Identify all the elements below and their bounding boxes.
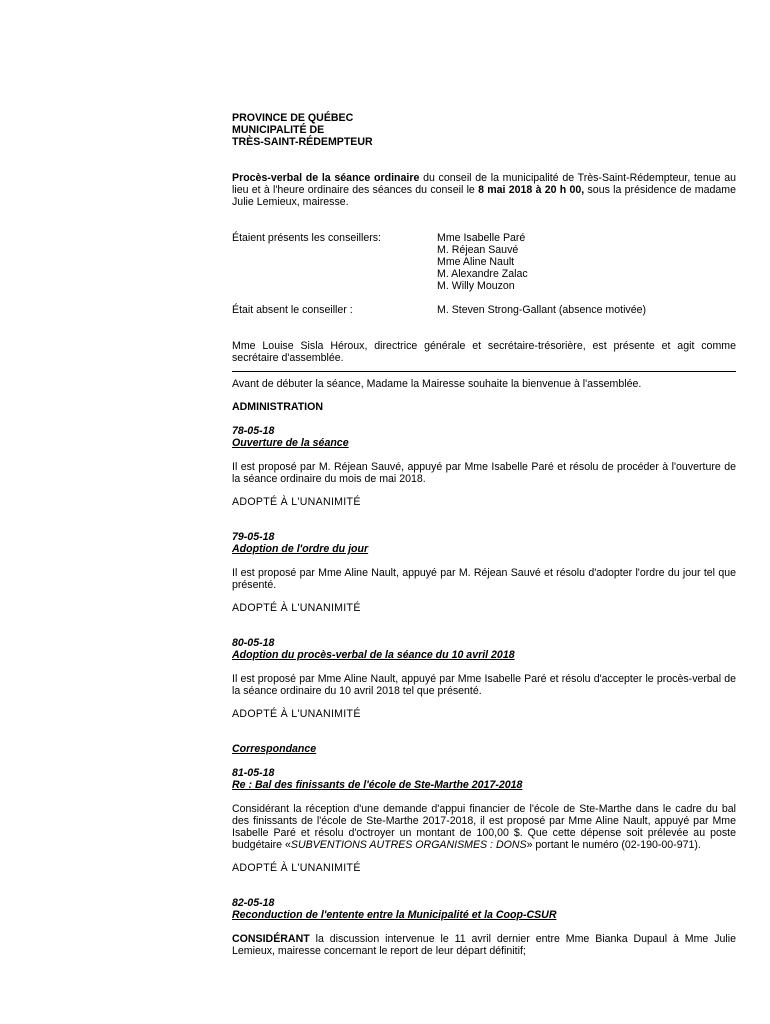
section-administration: ADMINISTRATION [232,401,324,413]
resolution-body-text-end: » portant le numéro (02-190-00-971). [526,839,701,851]
divider [232,371,736,372]
present-item: Mme Aline Nault [437,256,515,268]
resolution-body: Il est proposé par M. Réjean Sauvé, appuyé par Mme Isabelle Paré et résolu de procéder à l'ouverture de la séance ordinaire du mois de mai 2018. [232,461,736,485]
resolution-81-05-18 [232,767,736,874]
resolution-title: Re : Bal des finissants de l'école de Ste-Marthe 2017-2018 [232,779,523,791]
present-label: Étaient présents les conseillers: [232,232,381,244]
resolution-body-text: la discussion intervenue le 11 avril dernier entre Mme Bianka Dupaul à Mme Julie Lemieux, mairesse concernant le report de leur départ définitif; [232,933,736,957]
document-header [232,112,736,148]
header-province: PROVINCE DE QUÉBEC [232,112,354,124]
resolution-body: Il est proposé par Mme Aline Nault, appuyé par Mme Isabelle Paré et résolu d'accepter le procès-verbal de la séance ordinaire du 10 avril 2018 tel que présenté. [232,673,736,697]
present-item: M. Willy Mouzon [437,280,515,292]
adopted-statement: ADOPTÉ À L'UNANIMITÉ [232,708,361,720]
resolution-body: Il est proposé par Mme Aline Nault, appuyé par M. Réjean Sauvé et résolu d'adopter l'ordre du jour tel que présenté. [232,567,736,591]
resolution-number: 80-05-18 [232,637,275,649]
present-item: M. Alexandre Zalac [437,268,528,280]
resolution-body [232,803,736,851]
intro-paragraph [232,172,736,208]
resolution-number: 79-05-18 [232,531,275,543]
secretary-paragraph: Mme Louise Sisla Héroux, directrice générale et secrétaire-trésorière, est présente et agit comme secrétaire d'assemblée. [232,340,736,364]
resolution-number: 81-05-18 [232,767,275,779]
intro-text-2: sous la présidence de madame Julie Lemieux, mairesse. [232,184,737,208]
resolution-79-05-18 [232,531,736,614]
adopted-statement: ADOPTÉ À L'UNANIMITÉ [232,862,361,874]
absent-label: Était absent le conseiller : [232,304,353,316]
adopted-statement: ADOPTÉ À L'UNANIMITÉ [232,602,361,614]
resolution-title: Adoption de l'ordre du jour [232,543,369,555]
resolution-title: Ouverture de la séance [232,437,349,449]
intro-text-1: du conseil de la municipalité de Très-Saint-Rédempteur, tenue au lieu et à l'heure ordinaire des séances du conseil le [232,172,736,196]
present-councillors [232,232,736,292]
welcome-paragraph: Avant de débuter la séance, Madame la Mairesse souhaite la bienvenue à l'assemblée. [232,378,642,390]
resolution-number: 78-05-18 [232,425,275,437]
intro-bold-2: 8 mai 2018 à 20 h 00, [478,184,585,196]
adopted-statement: ADOPTÉ À L'UNANIMITÉ [232,496,361,508]
header-municipality: MUNICIPALITÉ DE [232,124,325,136]
section-correspondance: Correspondance [232,743,317,755]
present-item: Mme Isabelle Paré [437,232,526,244]
resolution-title: Reconduction de l'entente entre la Municipalité et la Coop-CSUR [232,909,557,921]
budget-item-name: SUBVENTIONS AUTRES ORGANISMES : DONS [290,839,527,851]
considerant-keyword: CONSIDÉRANT [232,933,310,945]
resolution-80-05-18 [232,637,736,720]
resolution-body-text: Considérant la réception d'une demande d'appui financier de l'école de Ste-Marthe dans le cadre du bal des finissants de l'école de Ste-Marthe 2017-2018, il est proposé par Mme Aline Nault, appuyé par Mme Isabelle Paré et résolu d'octroyer un montant de 100,00 $. Que cette dépense soit prélevée au poste budgétaire « [232,803,736,851]
document-content [232,112,736,957]
resolution-title: Adoption du procès-verbal de la séance du 10 avril 2018 [232,649,515,661]
resolution-number: 82-05-18 [232,897,275,909]
resolution-78-05-18 [232,425,736,508]
header-municipality-name: TRÈS-SAINT-RÉDEMPTEUR [232,136,373,148]
resolution-body [232,933,736,957]
absent-councillor [232,304,736,316]
present-item: M. Réjean Sauvé [437,244,519,256]
present-list [437,232,736,292]
intro-bold-1: Procès-verbal de la séance ordinaire [232,172,420,184]
absent-value: M. Steven Strong-Gallant (absence motivée) [437,304,647,316]
resolution-82-05-18 [232,897,736,957]
